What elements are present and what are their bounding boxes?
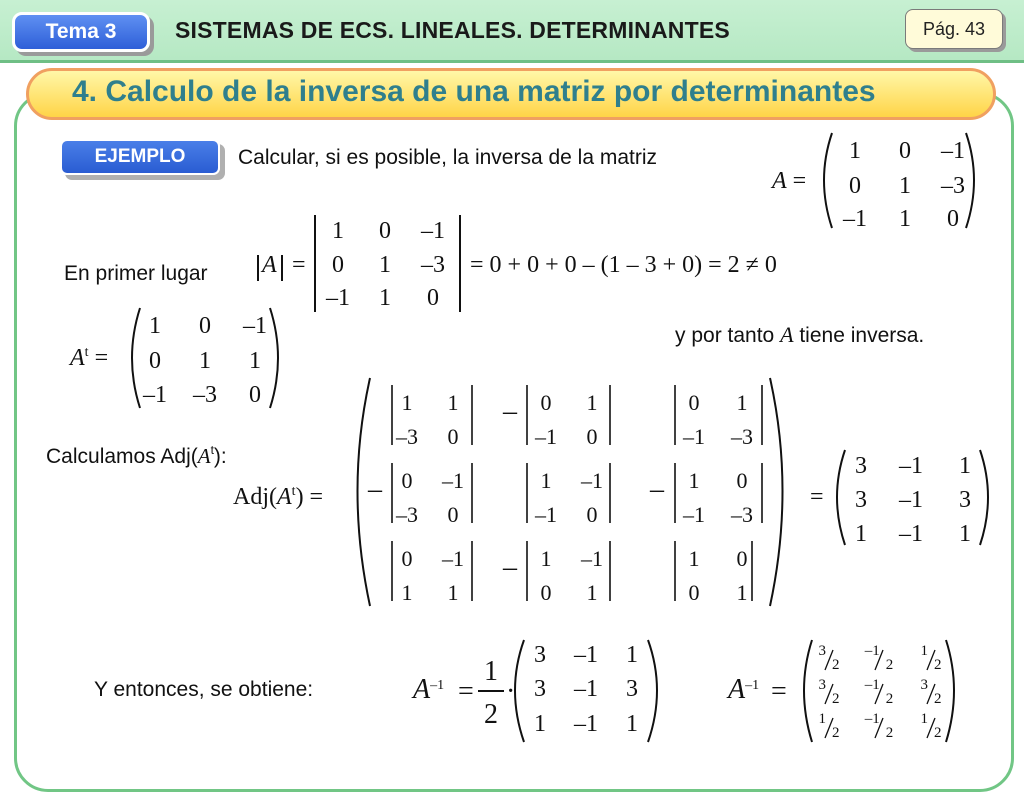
minor-31-entry-1: 0 <box>401 546 413 571</box>
det-equals: = <box>292 252 306 278</box>
inv_scaled-cell-3-3: 1 <box>626 711 638 737</box>
sign-minor-21: – <box>368 474 382 505</box>
inv_scaled-cell-3-2: –1 <box>574 711 598 737</box>
final-text: Y entonces, se obtiene: <box>94 678 314 701</box>
inverse-equals: = <box>458 676 474 707</box>
minor-32-entry-2: –1 <box>581 546 603 571</box>
matrix-a-label: A = <box>772 168 807 194</box>
At-cell-2-1: 0 <box>149 348 161 374</box>
document-title: SISTEMAS DE ECS. LINEALES. DETERMINANTES <box>175 17 730 43</box>
topic-badge: Tema 3 <box>12 12 150 52</box>
minor-21-entry-2: –1 <box>442 468 464 493</box>
minor-32-entry-4: 1 <box>586 580 598 605</box>
intro-text: Calcular, si es posible, la inversa de la matriz <box>238 146 658 169</box>
adj_result-cell-2-3: 3 <box>959 487 971 513</box>
half-numerator: 1 <box>484 656 498 687</box>
At-cell-3-1: –1 <box>143 382 167 408</box>
A-cell-1-3: –1 <box>941 138 965 164</box>
det-cell-1-2: 0 <box>379 218 391 244</box>
At-cell-3-3: 0 <box>249 382 261 408</box>
det-cell-3-1: –1 <box>326 285 350 311</box>
minor-13-entry-3: –1 <box>683 424 705 449</box>
section-title: 4. Calculo de la inversa de una matriz por determinantes <box>72 75 876 108</box>
A-cell-1-1: 1 <box>849 138 861 164</box>
minor-33-entry-2: 0 <box>736 546 748 571</box>
matrix-at-right-paren <box>270 308 278 408</box>
inv_scaled-cell-2-1: 3 <box>534 676 546 702</box>
transpose-label: $A^t$ = <box>70 345 109 371</box>
minor-23-entry-2: 0 <box>736 468 748 493</box>
matrix-at-left-paren <box>132 308 140 408</box>
minor-32-entry-1: 1 <box>540 546 552 571</box>
minor-21-entry-4: 0 <box>447 502 459 527</box>
adj_result-cell-1-3: 1 <box>959 453 971 479</box>
A-cell-3-1: –1 <box>843 206 867 232</box>
minor-13-entry-2: 1 <box>736 390 748 415</box>
At-cell-2-3: 1 <box>249 348 261 374</box>
adj_result-cell-2-1: 3 <box>855 487 867 513</box>
adj_result-cell-3-1: 1 <box>855 521 867 547</box>
example-badge: EJEMPLO <box>60 139 220 175</box>
det-label: A <box>262 252 277 278</box>
minor-11-entry-2: 1 <box>447 390 459 415</box>
minor-13-entry-4: –3 <box>731 424 753 449</box>
inv-scaled-left-paren <box>515 640 524 742</box>
adj_result-cell-3-3: 1 <box>959 521 971 547</box>
inverse-final-equals: = <box>771 676 787 707</box>
matrix-a-left-paren <box>824 133 832 228</box>
adj_result-cell-2-2: –1 <box>899 487 923 513</box>
inverse-label: $A^{-1}$ <box>413 674 445 705</box>
has-inverse-text: y por tanto A tiene inversa. <box>675 322 925 347</box>
adj_result-cell-1-2: –1 <box>899 453 923 479</box>
det-cell-3-2: 1 <box>379 285 391 311</box>
det-cell-3-3: 0 <box>427 285 439 311</box>
minor-12-entry-3: –1 <box>535 424 557 449</box>
inv_final-cell-3-3: 12 <box>920 711 942 741</box>
minor-31-entry-4: 1 <box>447 580 459 605</box>
minor-32-entry-3: 0 <box>540 580 552 605</box>
At-cell-3-2: –3 <box>193 382 217 408</box>
minor-33-entry-1: 1 <box>688 546 700 571</box>
inv_scaled-cell-3-1: 1 <box>534 711 546 737</box>
A-cell-3-2: 1 <box>899 206 911 232</box>
inv_final-cell-2-3: 32 <box>920 677 942 707</box>
inv_scaled-cell-1-1: 3 <box>534 642 546 668</box>
half-denominator: 2 <box>484 699 498 730</box>
minor-31-entry-3: 1 <box>401 580 413 605</box>
inverse-final-label: $A^{-1}$ <box>728 674 760 705</box>
minor-12-entry-2: 1 <box>586 390 598 415</box>
minor-11-entry-1: 1 <box>401 390 413 415</box>
At-cell-1-3: –1 <box>243 313 267 339</box>
adj_result-cell-1-1: 3 <box>855 453 867 479</box>
minor-23-entry-3: –1 <box>683 502 705 527</box>
inv_scaled-cell-2-2: –1 <box>574 676 598 702</box>
minor-21-entry-1: 0 <box>401 468 413 493</box>
inv_final-cell-2-2: –12 <box>864 677 894 707</box>
inv-scaled-right-paren <box>648 640 657 742</box>
multiply-dot: · <box>506 676 516 707</box>
minor-12-entry-1: 0 <box>540 390 552 415</box>
matrix-a-right-paren <box>966 133 974 228</box>
At-cell-1-1: 1 <box>149 313 161 339</box>
sign-minor-32: – <box>503 552 517 583</box>
det-cell-2-2: 1 <box>379 252 391 278</box>
inv-final-right-paren <box>946 640 954 742</box>
inv_final-cell-2-1: 32 <box>818 677 840 707</box>
inv_final-cell-1-2: –12 <box>864 643 894 673</box>
inv_scaled-cell-1-2: –1 <box>574 642 598 668</box>
first-step-text: En primer lugar <box>64 262 208 285</box>
adj-right-paren <box>770 378 783 606</box>
adj-result-left-paren <box>837 450 845 545</box>
minor-22-entry-2: –1 <box>581 468 603 493</box>
At-cell-1-2: 0 <box>199 313 211 339</box>
inv_final-cell-1-3: 12 <box>920 643 942 673</box>
det-cell-1-1: 1 <box>332 218 344 244</box>
inv_final-cell-3-2: –12 <box>864 711 894 741</box>
minor-33-entry-3: 0 <box>688 580 700 605</box>
det-cell-1-3: –1 <box>421 218 445 244</box>
page-number: Pág. 43 <box>905 9 1003 49</box>
A-cell-3-3: 0 <box>947 206 959 232</box>
adj-result-equals: = <box>810 484 824 510</box>
adj-step-text: Calculamos $Adj(A^t)$: <box>46 443 227 468</box>
minor-22-entry-3: –1 <box>535 502 557 527</box>
minor-23-entry-4: –3 <box>731 502 753 527</box>
minor-33-entry-4: 1 <box>736 580 748 605</box>
det-result: = 0 + 0 + 0 – (1 – 3 + 0) = 2 ≠ 0 <box>470 252 777 278</box>
inv_final-cell-3-1: 12 <box>818 711 840 741</box>
sign-minor-23: – <box>650 474 664 505</box>
inv-final-left-paren <box>804 640 812 742</box>
A-cell-1-2: 0 <box>899 138 911 164</box>
minor-13-entry-1: 0 <box>688 390 700 415</box>
minor-22-entry-1: 1 <box>540 468 552 493</box>
minor-12-entry-4: 0 <box>586 424 598 449</box>
minor-22-entry-4: 0 <box>586 502 598 527</box>
inv_scaled-cell-1-3: 1 <box>626 642 638 668</box>
det-cell-2-3: –3 <box>421 252 445 278</box>
A-cell-2-3: –3 <box>941 173 965 199</box>
minor-11-entry-4: 0 <box>447 424 459 449</box>
A-cell-2-1: 0 <box>849 173 861 199</box>
minor-31-entry-2: –1 <box>442 546 464 571</box>
At-cell-2-2: 1 <box>199 348 211 374</box>
adj_result-cell-3-2: –1 <box>899 521 923 547</box>
minor-21-entry-3: –3 <box>396 502 418 527</box>
adj-result-right-paren <box>980 450 988 545</box>
adj-label: $Adj(A^t)$ = <box>233 484 324 510</box>
det-cell-2-1: 0 <box>332 252 344 278</box>
minor-11-entry-3: –3 <box>396 424 418 449</box>
inv_final-cell-1-1: 32 <box>818 643 840 673</box>
sign-minor-12: – <box>503 396 517 427</box>
inv_scaled-cell-2-3: 3 <box>626 676 638 702</box>
A-cell-2-2: 1 <box>899 173 911 199</box>
minor-23-entry-1: 1 <box>688 468 700 493</box>
